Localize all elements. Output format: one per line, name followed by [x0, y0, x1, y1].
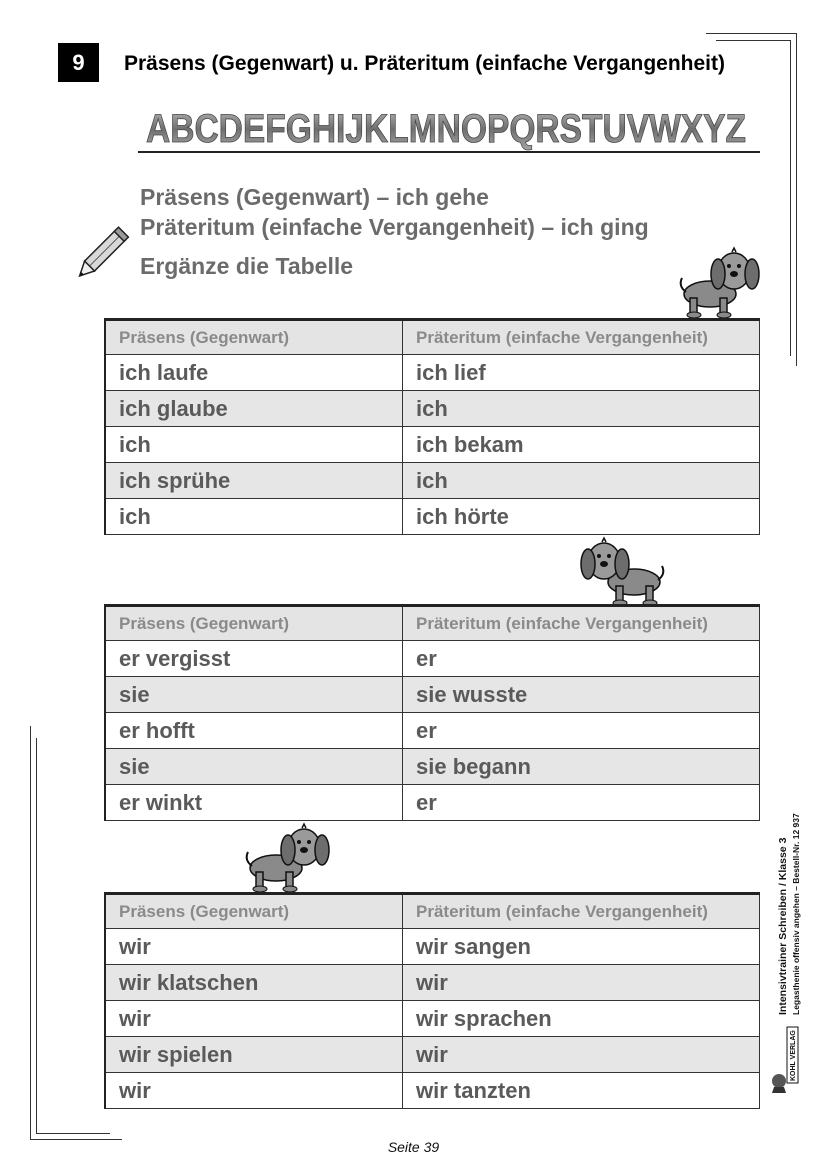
present-cell: wir — [105, 929, 403, 965]
table-row — [105, 427, 760, 463]
frame-line-bottom-2 — [36, 1133, 110, 1134]
column-header-present: Präsens (Gegenwart) — [105, 320, 403, 355]
present-cell: er winkt — [105, 785, 403, 821]
alphabet-text: ABCDEFGHIJKLMNOPQRSTUVWXYZ — [146, 107, 746, 151]
present-cell: sie — [105, 677, 403, 713]
column-header-past: Präteritum (einfache Vergangenheit) — [403, 606, 760, 641]
publication-order-number: Legasthenie offensiv angehen – Bestell-Nr. 12 937 — [791, 813, 801, 1015]
past-cell: ich — [403, 463, 760, 499]
table-row — [105, 929, 760, 965]
table-row — [105, 965, 760, 1001]
table-row — [105, 749, 760, 785]
publication-title: Intensivtrainer Schreiben / Klasse 3 — [777, 837, 789, 1015]
table-row — [105, 677, 760, 713]
present-cell: wir — [105, 1001, 403, 1037]
column-header-present: Präsens (Gegenwart) — [105, 894, 403, 929]
frame-line-top-right-2 — [716, 40, 790, 41]
table-row — [105, 1073, 760, 1109]
past-cell: ich hörte — [403, 499, 760, 535]
publisher-name: KOHL VERLAG — [790, 1030, 797, 1081]
table-row — [105, 785, 760, 821]
past-cell: er — [403, 713, 760, 749]
alphabet-underline — [138, 151, 760, 153]
page-number: Seite 39 — [387, 1139, 440, 1155]
instruction-present-example: Präsens (Gegenwart) – ich gehe — [140, 184, 489, 210]
present-cell: sie — [105, 749, 403, 785]
table-header-row — [105, 606, 760, 641]
publisher-logo-icon — [770, 1025, 800, 1095]
past-cell: wir sprachen — [403, 1001, 760, 1037]
table-row — [105, 355, 760, 391]
past-cell: er — [403, 641, 760, 677]
past-cell: sie begann — [403, 749, 760, 785]
frame-line-left-2 — [36, 738, 37, 1134]
table-row — [105, 641, 760, 677]
pencil-icon — [70, 230, 126, 288]
table-row — [105, 391, 760, 427]
present-cell: er hofft — [105, 713, 403, 749]
dog-illustration — [244, 822, 332, 892]
table-row — [105, 463, 760, 499]
table-row — [105, 713, 760, 749]
present-cell: wir spielen — [105, 1037, 403, 1073]
present-cell: ich — [105, 427, 403, 463]
instruction-past-example: Präteritum (einfache Vergangenheit) – ich ging — [140, 214, 649, 240]
column-header-present: Präsens (Gegenwart) — [105, 606, 403, 641]
conjugation-table-wir — [104, 892, 760, 1109]
instruction-task: Ergänze die Tabelle — [140, 253, 354, 279]
column-header-past: Präteritum (einfache Vergangenheit) — [403, 894, 760, 929]
past-cell: wir sangen — [403, 929, 760, 965]
table-row — [105, 1037, 760, 1073]
dog-illustration — [578, 536, 666, 606]
table-row — [105, 499, 760, 535]
past-cell: ich — [403, 391, 760, 427]
present-cell: er vergisst — [105, 641, 403, 677]
past-cell: ich lief — [403, 355, 760, 391]
past-cell: wir — [403, 1037, 760, 1073]
frame-line-left — [30, 726, 31, 1140]
past-cell: er — [403, 785, 760, 821]
past-cell: ich bekam — [403, 427, 760, 463]
frame-line-top-right — [706, 33, 796, 34]
past-cell: wir — [403, 965, 760, 1001]
conjugation-table-ich — [104, 318, 760, 535]
alphabet-banner — [140, 100, 752, 154]
present-cell: ich laufe — [105, 355, 403, 391]
exercise-number: 9 — [58, 43, 99, 82]
table-header-row — [105, 894, 760, 929]
table-row — [105, 1001, 760, 1037]
dog-illustration — [676, 246, 762, 318]
present-cell: wir — [105, 1073, 403, 1109]
frame-line-right — [796, 33, 797, 366]
conjugation-table-er-sie — [104, 604, 760, 821]
present-cell: wir klatschen — [105, 965, 403, 1001]
present-cell: ich sprühe — [105, 463, 403, 499]
frame-line-right-2 — [790, 40, 791, 356]
past-cell: sie wusste — [403, 677, 760, 713]
publication-info — [768, 770, 808, 1020]
page-title: Präsens (Gegenwart) u. Präteritum (einfache Vergangenheit) — [124, 52, 725, 75]
present-cell: ich glaube — [105, 391, 403, 427]
column-header-past: Präteritum (einfache Vergangenheit) — [403, 320, 760, 355]
table-header-row — [105, 320, 760, 355]
present-cell: ich — [105, 499, 403, 535]
past-cell: wir tanzten — [403, 1073, 760, 1109]
